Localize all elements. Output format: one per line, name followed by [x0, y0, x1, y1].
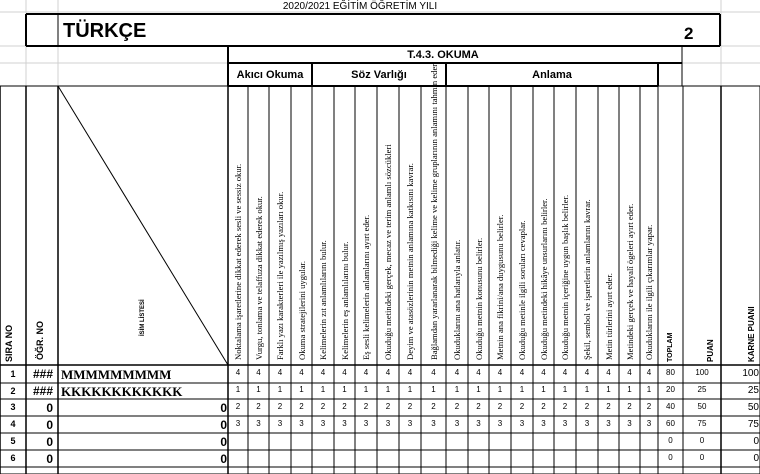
puan-cell[interactable]: 0 — [699, 435, 705, 445]
score-cell[interactable]: 2 — [342, 401, 347, 411]
criterion-header[interactable]: Okuma stratejilerini uygular. — [296, 260, 307, 360]
student-name[interactable]: KKKKKKKKKKKK — [61, 383, 183, 399]
student-name[interactable]: 0 — [220, 400, 227, 415]
score-cell[interactable]: 1 — [476, 385, 481, 394]
score-cell[interactable]: 3 — [363, 418, 369, 428]
score-cell[interactable]: 1 — [497, 385, 503, 394]
score-cell[interactable]: 3 — [256, 418, 261, 428]
puan-cell[interactable]: 100 — [695, 368, 709, 377]
score-cell[interactable]: 3 — [407, 418, 413, 428]
criterion-header[interactable]: Metin türlerini ayırt eder. — [603, 273, 614, 360]
score-cell[interactable]: 1 — [342, 385, 347, 394]
score-cell[interactable]: 3 — [476, 418, 481, 428]
header-sira-no[interactable]: SIRA NO — [4, 324, 14, 362]
row-number[interactable]: 5 — [10, 436, 16, 446]
score-cell[interactable]: 1 — [646, 385, 652, 394]
karne-cell[interactable]: 0 — [753, 452, 759, 464]
score-cell[interactable]: 4 — [454, 368, 460, 377]
score-cell[interactable]: 4 — [256, 368, 261, 377]
score-cell[interactable]: 2 — [431, 401, 436, 411]
score-cell[interactable]: 1 — [454, 385, 460, 394]
criterion-header[interactable]: Bağlamdan yararlanarak bilmediği kelime ve kelime gruplarının anlamını tahmin eder. — [428, 62, 439, 360]
puan-cell[interactable]: 50 — [697, 401, 707, 411]
score-cell[interactable]: 3 — [497, 418, 503, 428]
row-number[interactable]: 1 — [10, 368, 16, 379]
score-cell[interactable]: 3 — [454, 418, 460, 428]
score-cell[interactable]: 4 — [342, 368, 347, 377]
score-cell[interactable]: 4 — [385, 368, 391, 377]
ogr-no-cell[interactable]: ### — [32, 367, 53, 381]
score-cell[interactable]: 1 — [277, 385, 283, 394]
ogr-no-cell[interactable]: ### — [32, 384, 53, 398]
criterion-header[interactable]: Okuduğu metnin konusunu belirler. — [473, 237, 484, 360]
header-puan[interactable]: PUAN — [706, 339, 715, 362]
score-cell[interactable]: 4 — [584, 368, 590, 377]
ogr-no-cell[interactable]: 0 — [46, 434, 53, 449]
score-cell[interactable]: 1 — [519, 385, 525, 394]
student-name[interactable]: 0 — [220, 434, 227, 449]
karne-cell[interactable]: 75 — [747, 418, 759, 430]
score-cell[interactable]: 4 — [627, 368, 632, 377]
criterion-header[interactable]: Okuduğu metindeki gerçek, mecaz ve terim anlamlı sözcükleri — [383, 144, 393, 360]
section-akici-okuma[interactable]: Akıcı Okuma — [236, 69, 304, 81]
score-cell[interactable]: 1 — [407, 385, 413, 394]
criterion-header[interactable]: Okuduğu metnin içeriğine uygun başlık belirler. — [560, 194, 570, 360]
student-name[interactable]: 0 — [220, 417, 227, 432]
header-isim-listesi[interactable]: İSİM LİSTESİ — [140, 299, 146, 336]
ogr-no-cell[interactable]: 0 — [46, 451, 53, 466]
score-cell[interactable]: 3 — [235, 418, 241, 428]
karne-cell[interactable]: 0 — [753, 435, 759, 447]
criterion-header[interactable]: Vurgu, tonlama ve telaffuza dikkat ederek okur. — [253, 196, 264, 360]
score-cell[interactable]: 2 — [299, 401, 304, 411]
score-cell[interactable]: 2 — [519, 401, 525, 411]
score-cell[interactable]: 1 — [299, 385, 304, 394]
score-cell[interactable]: 4 — [407, 368, 413, 377]
criterion-header[interactable]: Kelimelerin zıt anlamlılarını bulur. — [318, 240, 328, 360]
toplam-cell[interactable]: 0 — [668, 452, 673, 462]
score-cell[interactable]: 4 — [299, 368, 304, 377]
score-cell[interactable]: 2 — [562, 401, 568, 411]
score-cell[interactable]: 2 — [407, 401, 413, 411]
score-cell[interactable]: 2 — [385, 401, 391, 411]
score-cell[interactable]: 3 — [342, 418, 347, 428]
score-cell[interactable]: 3 — [277, 418, 283, 428]
puan-cell[interactable]: 0 — [699, 452, 705, 462]
karne-cell[interactable]: 25 — [747, 385, 759, 396]
criterion-header[interactable]: Deyim ve atasözlerinin metnin anlamına katkısını kavrar. — [405, 163, 415, 360]
toplam-cell[interactable]: 60 — [666, 418, 675, 428]
criterion-header[interactable]: Kelimelerin eş anlamlılarını bulur. — [339, 241, 350, 360]
score-cell[interactable]: 4 — [363, 368, 369, 377]
score-cell[interactable]: 2 — [646, 401, 652, 411]
score-cell[interactable]: 4 — [497, 368, 503, 377]
toplam-cell[interactable]: 0 — [668, 435, 673, 445]
criterion-header[interactable]: Okuduklarını ana hatlarıyla anlatır. — [452, 239, 462, 360]
score-cell[interactable]: 4 — [646, 368, 652, 377]
score-cell[interactable]: 4 — [541, 368, 546, 377]
toplam-cell[interactable]: 20 — [666, 385, 675, 394]
score-cell[interactable]: 4 — [431, 368, 436, 377]
score-cell[interactable]: 1 — [606, 385, 611, 394]
subject-title[interactable]: TÜRKÇE — [63, 20, 147, 42]
criterion-header[interactable]: Eş sesli kelimelerin anlamlarını ayırt eder. — [361, 214, 371, 360]
score-cell[interactable]: 3 — [606, 418, 611, 428]
row-number[interactable]: 4 — [10, 419, 16, 429]
score-cell[interactable]: 2 — [541, 401, 546, 411]
score-cell[interactable]: 1 — [431, 385, 436, 394]
score-cell[interactable]: 3 — [541, 418, 546, 428]
criterion-header[interactable]: Şekil, sembol ve işaretlerin anlamlarını kavrar. — [582, 199, 592, 360]
header-karne-puani[interactable]: KARNE PUANI — [747, 306, 756, 362]
score-cell[interactable]: 3 — [431, 418, 436, 428]
score-cell[interactable]: 2 — [277, 401, 283, 411]
score-cell[interactable]: 4 — [519, 368, 525, 377]
puan-cell[interactable]: 75 — [697, 418, 707, 428]
score-cell[interactable]: 4 — [476, 368, 481, 377]
row-number[interactable]: 3 — [10, 402, 16, 412]
score-cell[interactable]: 2 — [320, 401, 326, 411]
criterion-header[interactable]: Okuduğu metindeki hikâye unsurlarını belirler. — [538, 198, 549, 360]
ogr-no-cell[interactable]: 0 — [46, 417, 53, 432]
score-cell[interactable]: 1 — [541, 385, 546, 394]
score-cell[interactable]: 1 — [320, 385, 326, 394]
score-cell[interactable]: 4 — [277, 368, 283, 377]
score-cell[interactable]: 3 — [385, 418, 391, 428]
score-cell[interactable]: 2 — [235, 401, 241, 411]
standard-title[interactable]: T.4.3. OKUMA — [407, 49, 479, 61]
criterion-header[interactable]: Okuduğu metinle ilgili soruları cevaplar. — [517, 220, 527, 360]
criterion-header[interactable]: Metnin ana fikrini/ana duygusunu belirler. — [495, 214, 505, 360]
year-title: 2020/2021 EĞİTİM ÖĞRETİM YILI — [282, 1, 438, 12]
header-ogr-no[interactable]: ÖĞR. NO — [35, 320, 45, 360]
score-cell[interactable]: 3 — [299, 418, 304, 428]
student-name[interactable]: MMMMMMMMM — [61, 366, 172, 382]
criterion-header[interactable]: Farklı yazı karakterleri ile yazılmış yazıları okur. — [275, 191, 285, 360]
student-name[interactable]: 0 — [220, 451, 227, 466]
score-cell[interactable]: 4 — [235, 368, 241, 377]
score-cell[interactable]: 2 — [363, 401, 369, 411]
score-cell[interactable]: 4 — [320, 368, 326, 377]
score-cell[interactable]: 3 — [562, 418, 568, 428]
karne-cell[interactable]: 100 — [742, 368, 759, 379]
score-cell[interactable]: 2 — [627, 401, 632, 411]
criterion-header[interactable]: Okuduklarını ile ilgili çıkarımlar yapar. — [644, 224, 654, 360]
score-cell[interactable]: 1 — [256, 385, 261, 394]
row-number[interactable]: 6 — [10, 453, 16, 463]
score-cell[interactable]: 2 — [497, 401, 503, 411]
score-cell[interactable]: 3 — [627, 418, 632, 428]
criterion-header[interactable]: Noktalama işaretlerine dikkat ederek sesli ve sessiz okur. — [233, 163, 243, 360]
row-number[interactable]: 2 — [10, 385, 16, 396]
score-cell[interactable]: 3 — [584, 418, 590, 428]
header-toplam[interactable]: TOPLAM — [667, 332, 674, 362]
score-cell[interactable]: 1 — [385, 385, 391, 394]
score-cell[interactable]: 2 — [476, 401, 481, 411]
score-cell[interactable]: 2 — [256, 401, 261, 411]
score-cell[interactable]: 2 — [584, 401, 590, 411]
karne-cell[interactable]: 50 — [747, 401, 759, 413]
score-cell[interactable]: 2 — [606, 401, 611, 411]
puan-cell[interactable]: 25 — [697, 385, 707, 394]
toplam-cell[interactable]: 80 — [666, 368, 675, 377]
score-cell[interactable]: 1 — [627, 385, 632, 394]
score-cell[interactable]: 1 — [235, 385, 241, 394]
score-cell[interactable]: 3 — [320, 418, 326, 428]
section-soz-varligi[interactable]: Söz Varlığı — [351, 69, 407, 81]
score-cell[interactable]: 1 — [584, 385, 590, 394]
grade-number[interactable]: 2 — [684, 24, 694, 43]
ogr-no-cell[interactable]: 0 — [46, 400, 53, 415]
section-anlama[interactable]: Anlama — [532, 69, 572, 81]
criterion-header[interactable]: Metindeki gerçek ve hayalî ögeleri ayırt eder. — [624, 203, 635, 360]
score-cell[interactable]: 2 — [454, 401, 460, 411]
score-cell[interactable]: 4 — [562, 368, 568, 377]
score-cell[interactable]: 1 — [562, 385, 568, 394]
score-cell[interactable]: 3 — [646, 418, 652, 428]
score-cell[interactable]: 3 — [519, 418, 525, 428]
score-cell[interactable]: 1 — [363, 385, 369, 394]
toplam-cell[interactable]: 40 — [666, 401, 675, 411]
score-cell[interactable]: 4 — [606, 368, 611, 377]
